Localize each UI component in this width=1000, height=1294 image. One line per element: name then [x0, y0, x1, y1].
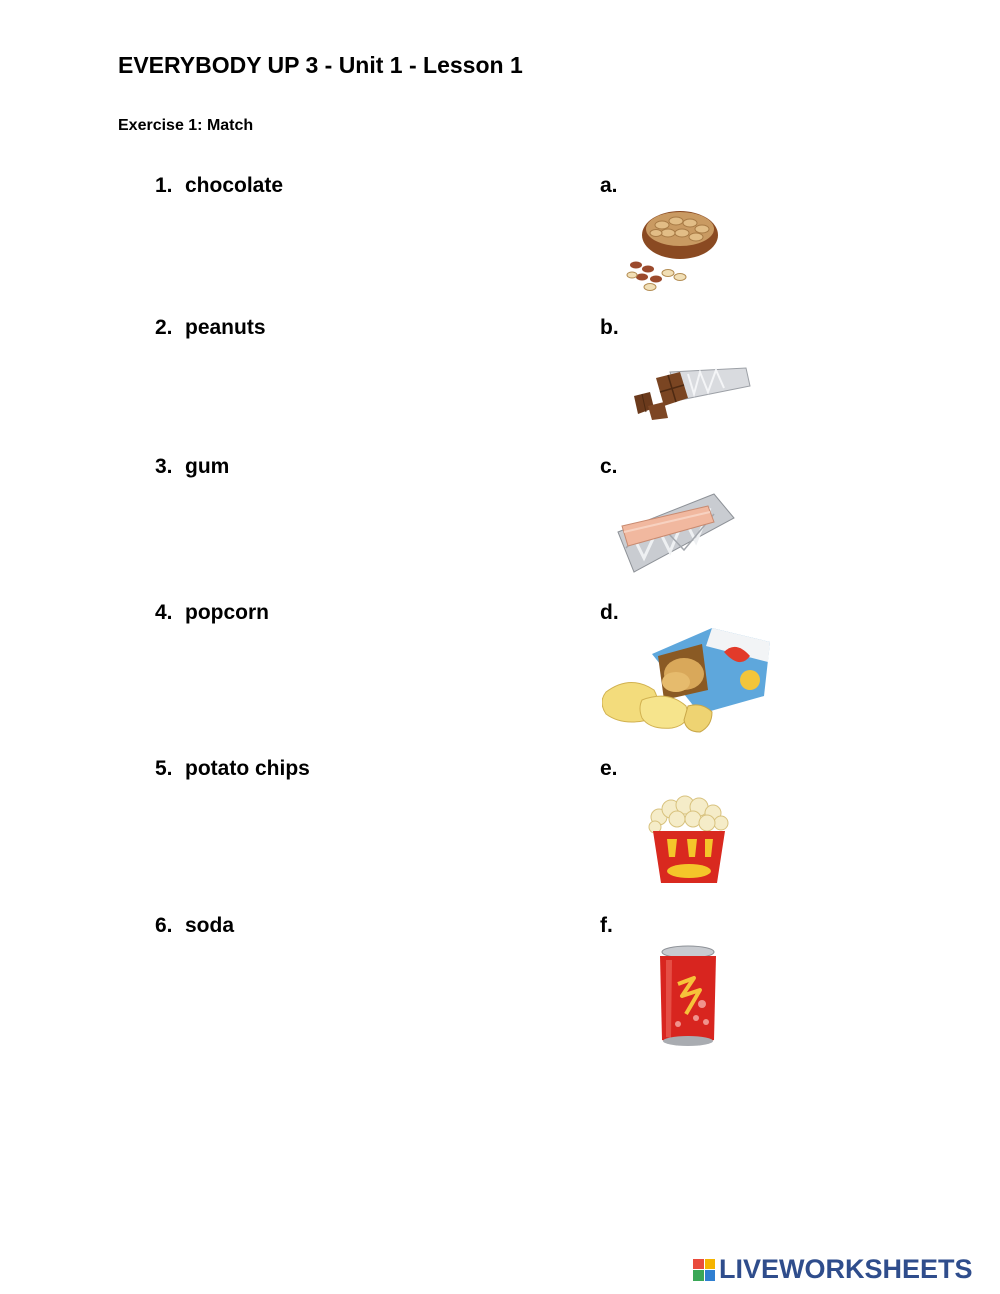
picture-e[interactable] [647, 795, 729, 887]
word-item-2[interactable] [155, 316, 266, 340]
word-number: 3. [155, 455, 173, 478]
word-text: soda [185, 914, 235, 937]
word-item-5[interactable] [155, 757, 310, 781]
brand-name: LIVEWORKSHEETS [719, 1254, 973, 1284]
word-number: 5. [155, 757, 173, 780]
word-item-4[interactable] [155, 601, 269, 625]
word-item-6[interactable] [155, 914, 234, 938]
liveworksheets-mark-icon [693, 1259, 715, 1281]
word-text: peanuts [185, 316, 266, 339]
popcorn-bucket-icon [647, 795, 729, 887]
soda-can-icon [656, 944, 720, 1050]
picture-b[interactable] [630, 360, 752, 422]
word-number: 2. [155, 316, 173, 339]
chocolate-bar-icon [630, 360, 752, 422]
option-letter-f: f. [600, 914, 613, 937]
word-text: potato chips [185, 757, 310, 780]
word-text: chocolate [185, 174, 284, 197]
picture-f[interactable] [656, 944, 720, 1050]
liveworksheets-logo [693, 1254, 973, 1285]
word-text: gum [185, 455, 230, 478]
word-item-1[interactable] [155, 174, 283, 198]
word-number: 6. [155, 914, 173, 937]
word-text: popcorn [185, 601, 269, 624]
potato-chips-bag-icon [602, 626, 774, 738]
page-title: EVERYBODY UP 3 - Unit 1 - Lesson 1 [118, 52, 523, 78]
exercise-heading: Exercise 1: Match [118, 117, 254, 134]
option-letter-d: d. [600, 601, 619, 624]
option-letter-b: b. [600, 316, 619, 339]
chewing-gum-icon [614, 488, 738, 576]
picture-d[interactable] [602, 626, 774, 738]
picture-a[interactable] [622, 205, 726, 293]
word-number: 4. [155, 601, 173, 624]
option-letter-e: e. [600, 757, 618, 780]
word-number: 1. [155, 174, 173, 197]
word-item-3[interactable] [155, 455, 229, 479]
option-letter-c: c. [600, 455, 618, 478]
peanuts-bowl-icon [622, 205, 726, 293]
picture-c[interactable] [614, 488, 738, 576]
option-letter-a: a. [600, 174, 618, 197]
